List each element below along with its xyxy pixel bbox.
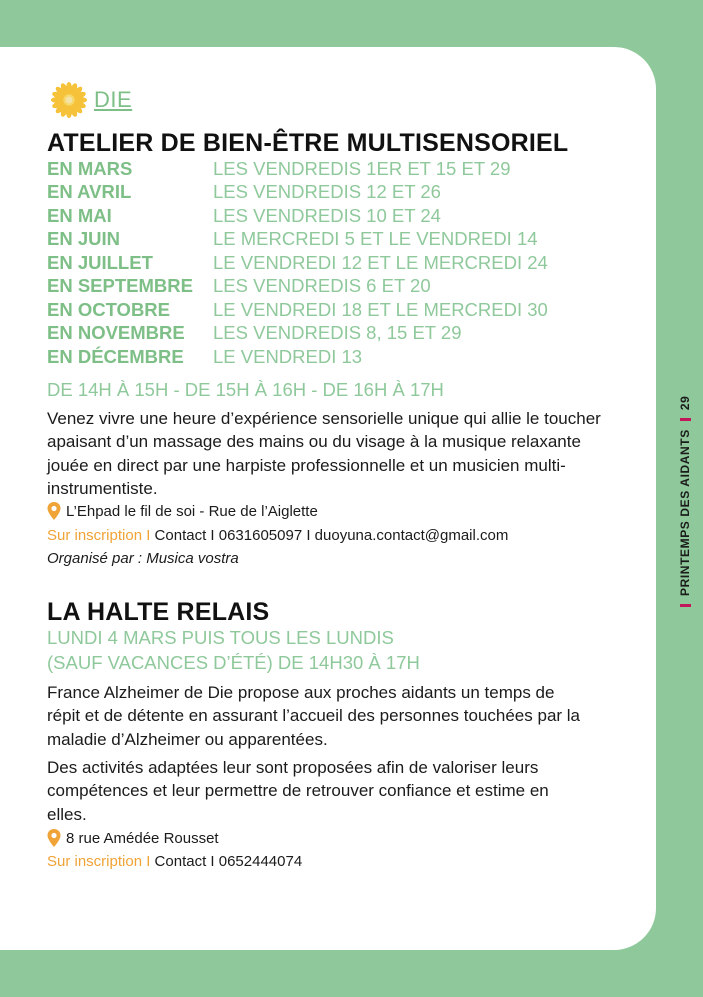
schedule-dates: LES VENDREDIS 10 ET 24	[213, 204, 441, 226]
schedule-month: EN MAI	[47, 204, 112, 226]
event2-contact-line	[47, 853, 302, 870]
schedule-row	[47, 228, 548, 252]
schedule-row	[47, 275, 548, 299]
event1-organizer-line	[47, 550, 239, 567]
event1-hours: DE 14H À 15H - DE 15H À 16H - DE 16H À 17H	[47, 379, 444, 400]
location-pin-icon	[47, 829, 61, 847]
schedule-row	[47, 298, 548, 322]
schedule-month: EN JUIN	[47, 228, 120, 250]
schedule-dates: LES VENDREDIS 12 ET 26	[213, 181, 441, 203]
schedule-dates: LE MERCREDI 5 ET LE VENDREDI 14	[213, 228, 538, 250]
side-tab	[663, 380, 693, 620]
schedule-row	[47, 157, 548, 181]
event1-contact[interactable]: Contact I 0631605097 I duoyuna.contact@gmail.com	[154, 527, 509, 544]
city-name[interactable]: DIE	[94, 87, 133, 112]
schedule-month: EN DÉCEMBRE	[47, 345, 184, 367]
schedule-dates: LE VENDREDI 12 ET LE MERCREDI 24	[213, 251, 548, 273]
event2-description2: Des activités adaptées leur sont proposées afin de valoriser leurs compétences et leur permettre de retrouver confiance et estime en elles.	[47, 758, 549, 824]
schedule-month: EN SEPTEMBRE	[47, 275, 193, 297]
event1-title: ATELIER DE BIEN-ÊTRE MULTISENSORIEL	[47, 129, 569, 157]
event1-description: Venez vivre une heure d’expérience sensorielle unique qui allie le toucher apaisant d’un massage des mains ou du visage à la musique relaxante jouée en direct par une harpiste professionnelle et un musicien multi-instrumentiste.	[47, 409, 601, 498]
schedule-dates: LES VENDREDIS 1ER ET 15 ET 29	[213, 157, 511, 179]
schedule-month: EN NOVEMBRE	[47, 322, 185, 344]
event1-address: L’Ehpad le fil de soi - Rue de l’Aiglette	[66, 502, 318, 520]
schedule-dates: LE VENDREDI 13	[213, 345, 363, 367]
schedule-dates: LES VENDREDIS 8, 15 ET 29	[213, 322, 462, 344]
city-header	[50, 81, 132, 119]
schedule-month: EN OCTOBRE	[47, 298, 171, 320]
event2-date-line2: (SAUF VACANCES D’ÉTÉ) DE 14H30 À 17H	[47, 652, 420, 673]
schedule-row	[47, 181, 548, 205]
schedule-month: EN AVRIL	[47, 181, 132, 203]
schedule-dates: LE VENDREDI 18 ET LE MERCREDI 30	[213, 298, 548, 320]
separator-bar	[680, 418, 691, 421]
event1-contact-line	[47, 527, 508, 544]
event2-contact[interactable]: Contact I 0652444074	[154, 853, 303, 870]
registration-label: Sur inscription I	[47, 853, 151, 870]
event1-schedule	[47, 157, 548, 369]
schedule-dates: LES VENDREDIS 6 ET 20	[213, 275, 431, 297]
page-number: 29	[678, 395, 692, 411]
event2-address-line	[47, 829, 219, 847]
schedule-row	[47, 322, 548, 346]
schedule-month: EN MARS	[47, 157, 133, 179]
event1-address-line	[47, 502, 318, 520]
event2-description1: France Alzheimer de Die propose aux proches aidants un temps de répit et de détente en assurant l’accueil des personnes touchées par la maladie d’Alzheimer ou apparentées.	[47, 683, 581, 749]
schedule-row	[47, 345, 548, 369]
schedule-month: EN JUILLET	[47, 251, 153, 273]
registration-label: Sur inscription I	[47, 527, 151, 544]
flower-icon	[50, 81, 88, 119]
location-pin-icon	[47, 502, 61, 520]
event1-organizer: Organisé par : Musica vostra	[47, 550, 239, 567]
schedule-row	[47, 204, 548, 228]
side-tab-text	[678, 396, 692, 615]
event2-address: 8 rue Amédée Rousset	[66, 829, 219, 847]
event2-title: LA HALTE RELAIS	[47, 598, 270, 626]
section-name: PRINTEMPS DES AIDANTS	[678, 429, 692, 596]
event2-date-line1: LUNDI 4 MARS PUIS TOUS LES LUNDIS	[47, 627, 394, 648]
schedule-row	[47, 251, 548, 275]
separator-bar	[680, 604, 691, 607]
